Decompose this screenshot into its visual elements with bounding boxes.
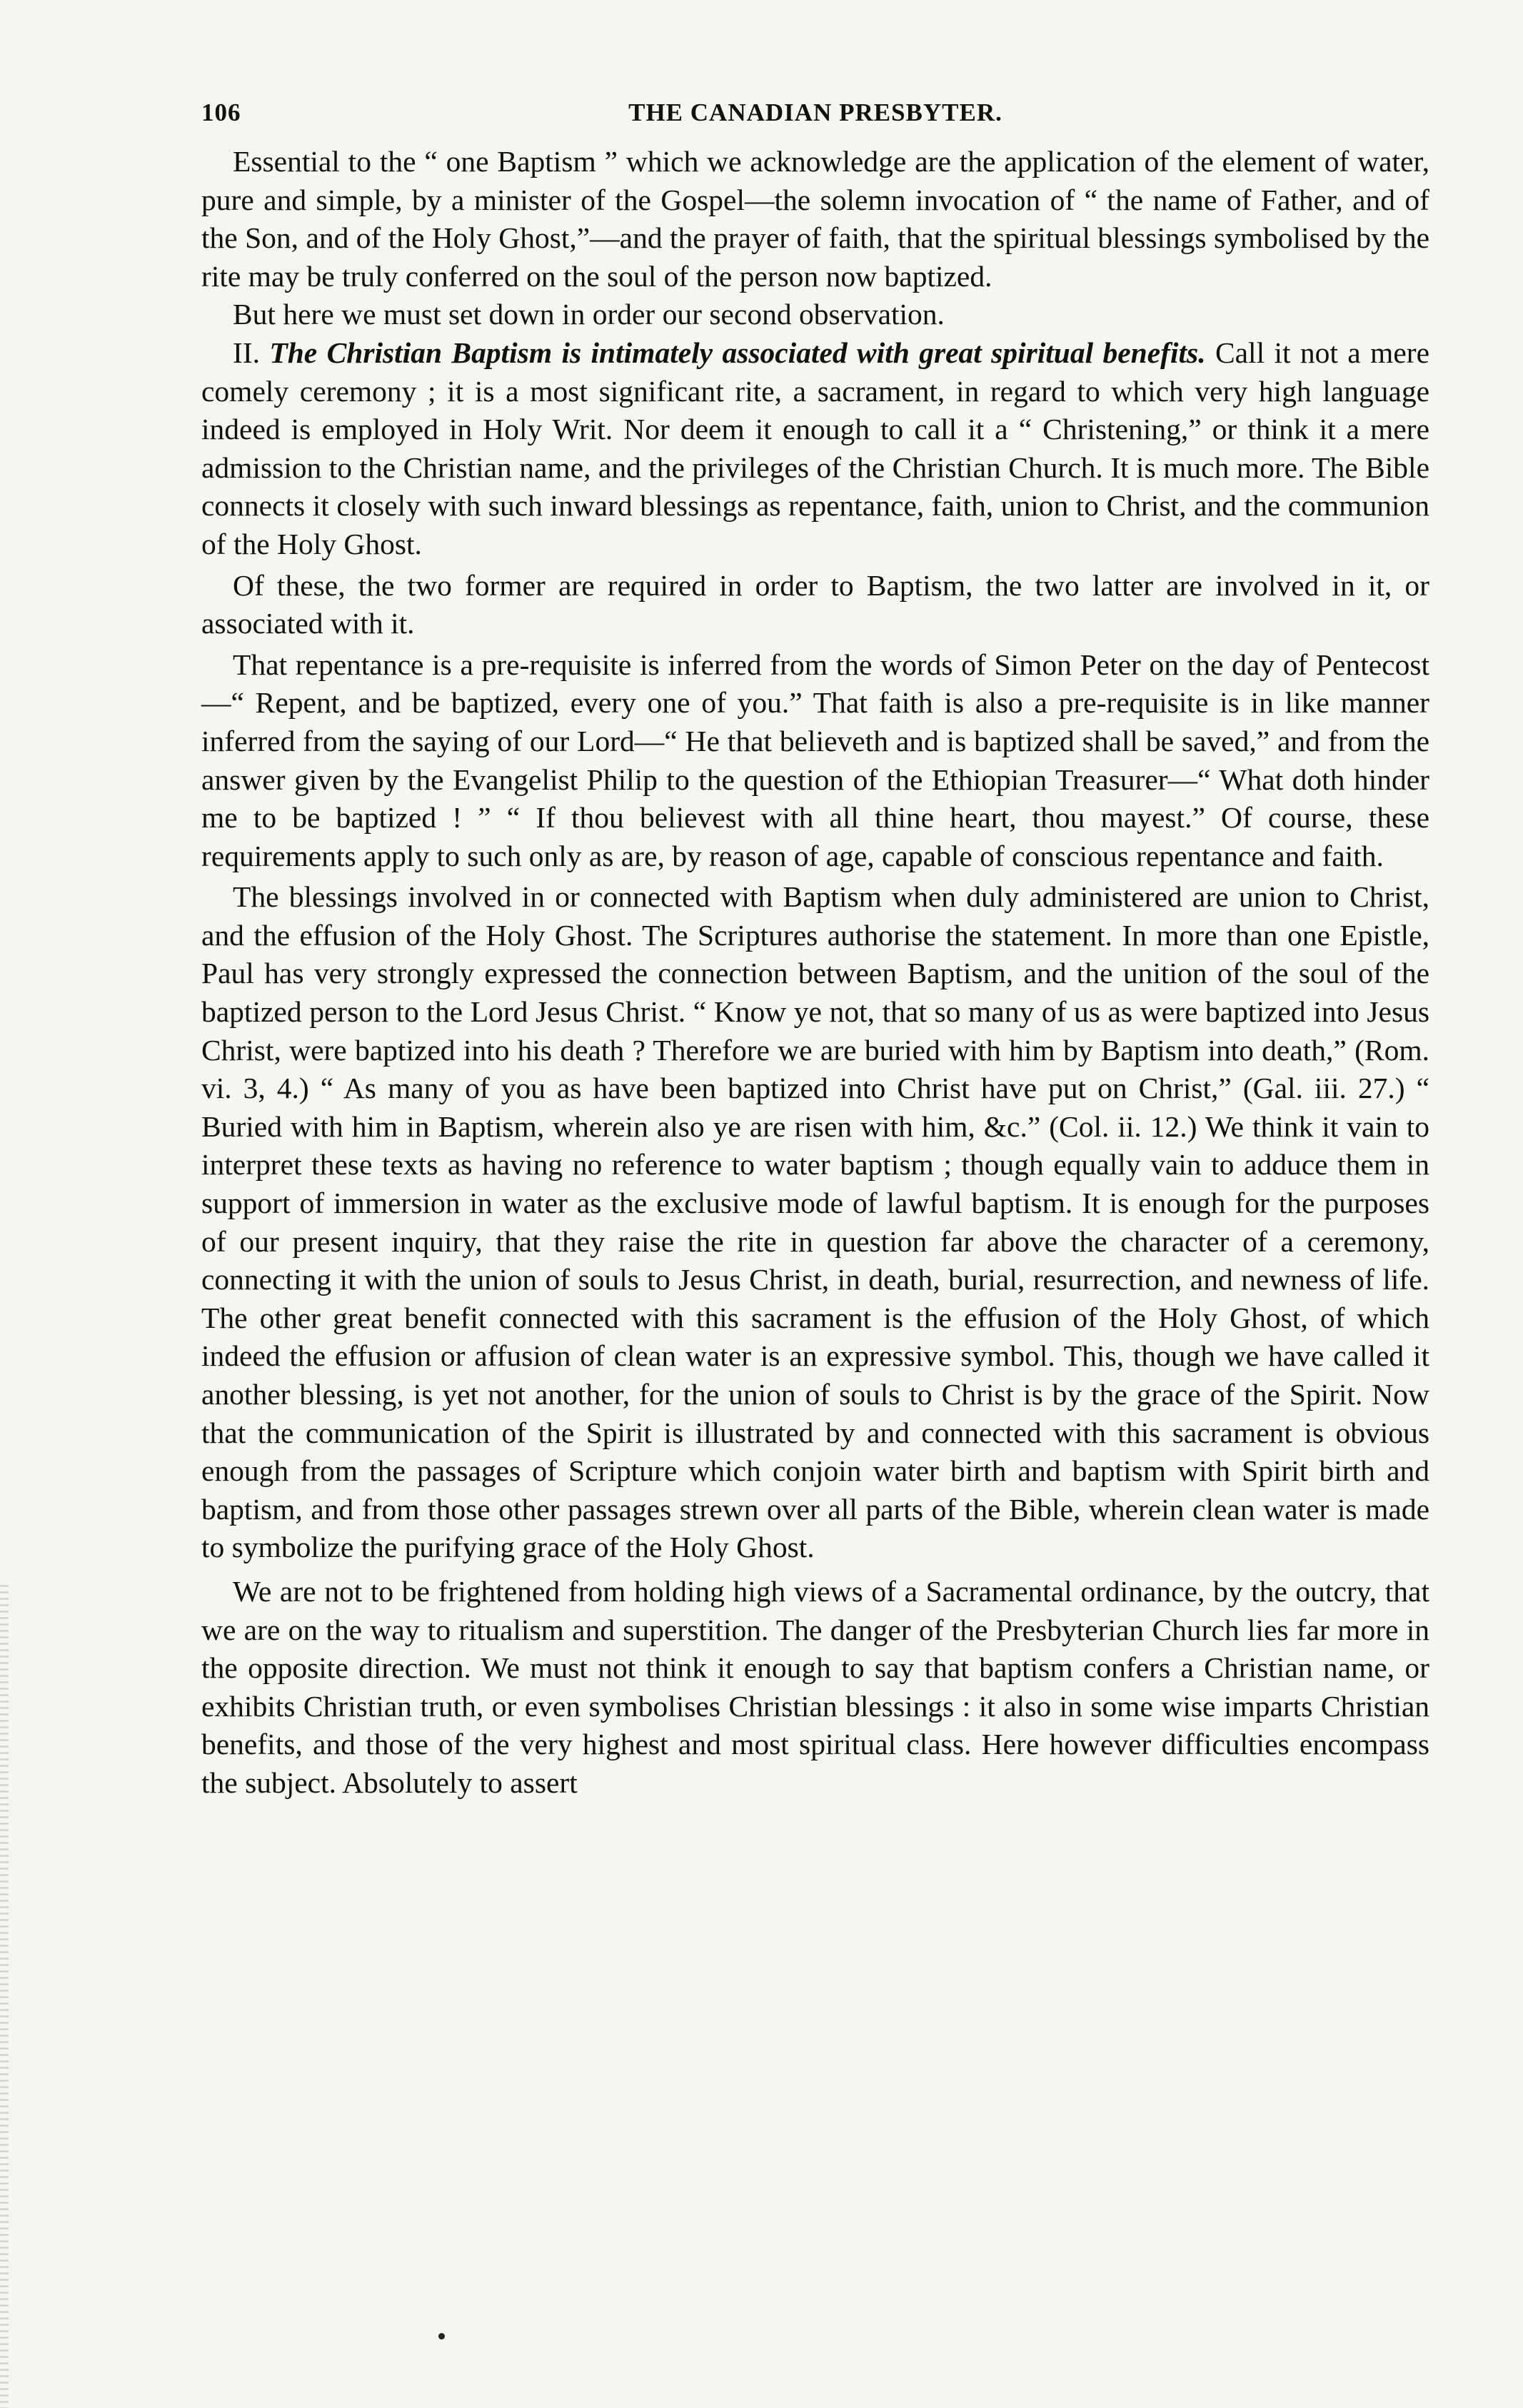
paragraph-4: Of these, the two former are required in order to Baptism, the two latter are involved in it, or associated with it. xyxy=(201,568,1429,640)
paragraph-1: Essential to the “ one Baptism ” which we acknowledge are the application of the element of water, pure and simple, by a minister of the Gospel—the solemn invocation of “ the name of Father, and of the Son, and of the Holy Ghost,”—and the prayer of faith, that the spiritual blessings symbolised by the rite may be truly conferred on the soul of the person now baptized. xyxy=(201,145,1429,293)
paragraph-5: That repentance is a pre-requisite is inferred from the words of Simon Peter on the day of Pentecost—“ Repent, and be baptized, every one of you.” That faith is also a pre-requisite is in like manner inferred from the saying of our Lord—“ He that believeth and is baptized shall be saved,” and from the answer given by the Evangelist Philip to the question of the Ethiopian Treasurer—“ What doth hinder me to be baptized ! ” “ If thou believest with all thine heart, thou mayest.” Of course, these requirements apply to such only as are, by reason of age, capable of conscious repentance and faith. xyxy=(201,648,1429,872)
section-numeral: II. xyxy=(233,336,270,369)
scan-edge-artifact xyxy=(0,1585,9,2408)
paragraph-3: II. The Christian Baptism is intimately associated with great spiritual benefits. Call it not a mere comely ceremony ; it is a most significant rite, a sacrament, in regard to which very high language indeed is employed in Holy Writ. Nor deem it enough to call it a “ Christening,” or think it a mere admission to the Christian name, and the privileges of the Christian Church. It is much more. The Bible connects it closely with such inward blessings as repentance, faith, union to Christ, and the communion of the Holy Ghost. xyxy=(201,336,1429,560)
section-heading-italic: The Christian Baptism is intimately associated with great spiritual benefits. xyxy=(269,336,1206,369)
paragraph-2: But here we must set down in order our second observation. xyxy=(233,298,945,331)
journal-title: THE CANADIAN PRESBYTER. xyxy=(628,99,1002,126)
running-header xyxy=(201,99,1429,143)
page-number: 106 xyxy=(201,99,241,126)
page-content xyxy=(201,99,1429,1803)
ink-speck xyxy=(438,2333,445,2339)
paragraph-6: The blessings involved in or connected with Baptism when duly administered are union to Christ, and the effusion of the Holy Ghost. The Scriptures authorise the statement. In more than one Epistle, Paul has very strongly expressed the connection between Baptism, and the unition of the soul of the baptized person to the Lord Jesus Christ. “ Know ye not, that so many of us as were baptized into Jesus Christ, were baptized into his death ? Therefore we are buried with him by Baptism into death,” (Rom. vi. 3, 4.) “ As many of you as have been baptized into Christ have put on Christ,” (Gal. iii. 27.) “ Buried with him in Baptism, wherein also ye are risen with him, &c.” (Col. ii. 12.) We think it vain to interpret these texts as having no reference to water baptism ; though equally vain to adduce them in support of immersion in water as the exclusive mode of lawful baptism. It is enough for the purposes of our present inquiry, that they raise the rite in question far above the character of a ceremony, connecting it with the union of souls to Jesus Christ, in death, burial, resurrection, and newness of life. The other great benefit connected with this sacrament is the effusion of the Holy Ghost, of which indeed the effusion or affusion of clean water is an expressive symbol. This, though we have called it another blessing, is yet not another, for the union of souls to Christ is by the grace of the Spirit. Now that the communication of the Spirit is illustrated by and connected with this sacrament is obvious enough from the passages of Scripture which conjoin water birth and baptism with Spirit birth and baptism, and from those other passages strewn over all parts of the Bible, wherein clean water is made to symbolize the purifying grace of the Holy Ghost. xyxy=(201,880,1429,1564)
article-body xyxy=(201,143,1429,1803)
paragraph-7: We are not to be frightened from holding high views of a Sacramental ordinance, by the outcry, that we are on the way to ritualism and superstition. The danger of the Presbyterian Church lies far more in the opposite direction. We must not think it enough to say that baptism confers a Christian name, or exhibits Christian truth, or even symbolises Christian blessings : it also in some wise imparts Christian benefits, and those of the very highest and most spiritual class. Here however difficulties encompass the subject. Absolutely to assert xyxy=(201,1574,1429,1799)
